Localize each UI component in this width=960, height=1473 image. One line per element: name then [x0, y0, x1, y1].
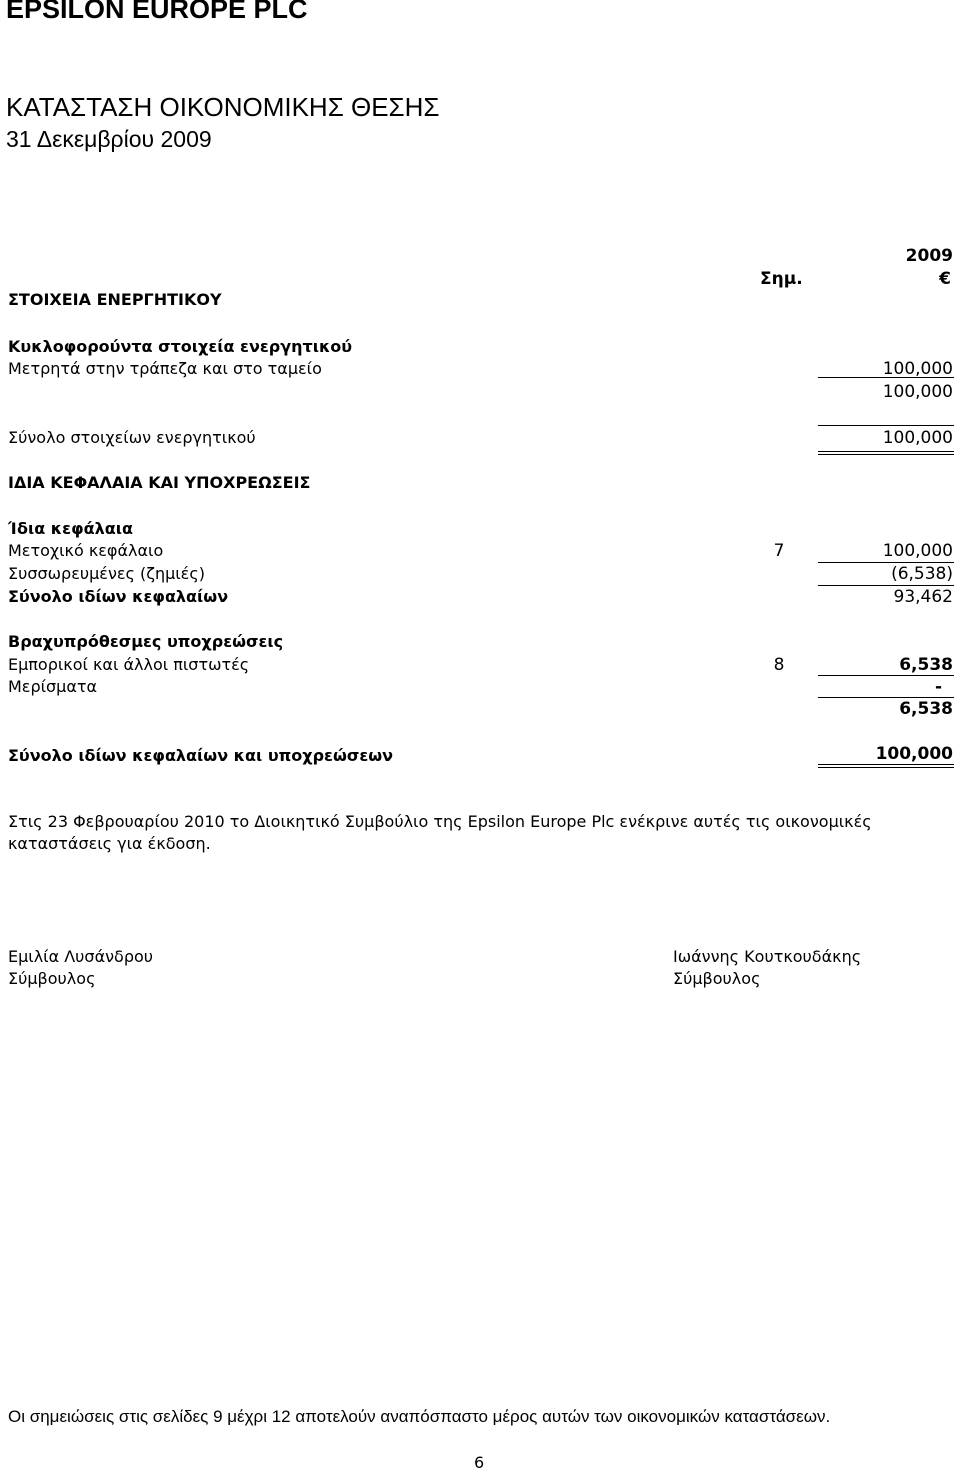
year-column-header: 2009	[905, 246, 953, 266]
losses-rule	[818, 562, 954, 563]
share-capital-label: Μετοχικό κεφάλαιο	[8, 541, 164, 560]
note-column-header: Σημ.	[760, 269, 803, 289]
current-liabilities-heading: Βραχυπρόθεσμες υποχρεώσεις	[8, 632, 284, 651]
cash-value: 100,000	[882, 359, 953, 379]
statement-title: ΚΑΤΑΣΤΑΣΗ ΟΙΚΟΝΟΜΙΚΗΣ ΘΕΣΗΣ	[6, 92, 440, 122]
dividends-label: Μερίσματα	[8, 677, 98, 696]
liabilities-subtotal-rule	[818, 697, 954, 698]
total-double-rule-1	[818, 451, 954, 452]
current-assets-subtotal: 100,000	[882, 382, 953, 402]
footer-note: Οι σημειώσεις στις σελίδες 9 μέχρι 12 αποτελούν αναπόσπαστο μέρος αυτών των οικονομικών καταστάσεων.	[8, 1407, 831, 1426]
payables-value: 6,538	[899, 655, 953, 675]
signatory-2	[673, 946, 861, 990]
accumulated-losses-label: Συσσωρευμένες (ζημιές)	[8, 564, 205, 583]
approval-paragraph: Στις 23 Φεβρουαρίου 2010 το Διοικητικό Συμβούλιο της Epsilon Europe Plc ενέκρινε αυτές τις οικονομικές καταστάσεις για έκδοση.	[8, 812, 872, 853]
grand-total-value: 100,000	[875, 744, 953, 764]
share-capital-value: 100,000	[882, 541, 953, 561]
total-double-rule-2	[818, 454, 954, 455]
assets-heading: ΣΤΟΙΧΕΙΑ ΕΝΕΡΓΗΤΙΚΟΥ	[8, 290, 222, 309]
equity-heading: Ίδια κεφάλαια	[8, 519, 133, 538]
equity-total-label: Σύνολο ιδίων κεφαλαίων	[8, 587, 229, 606]
signatory-2-role: Σύμβουλος	[673, 969, 761, 988]
equity-liabilities-heading: ΙΔΙΑ ΚΕΦΑΛΑΙΑ ΚΑΙ ΥΠΟΧΡΕΩΣΕΙΣ	[8, 473, 311, 492]
liabilities-subtotal: 6,538	[899, 699, 953, 719]
share-capital-note: 7	[773, 541, 785, 561]
total-assets-label: Σύνολο στοιχείων ενεργητικού	[8, 428, 256, 447]
grand-total-label: Σύνολο ιδίων κεφαλαίων και υποχρεώσεων	[8, 746, 394, 765]
current-assets-heading: Κυκλοφορούντα στοιχεία ενεργητικού	[8, 337, 353, 356]
payables-label: Εμπορικοί και άλλοι πιστωτές	[8, 655, 250, 674]
signatory-2-name: Ιωάννης Κουτκουδάκης	[673, 947, 862, 966]
accumulated-losses-value: (6,538)	[891, 564, 953, 584]
grand-total-double-rule-1	[818, 764, 954, 765]
signatory-1	[8, 946, 153, 990]
grand-total-double-rule-2	[818, 767, 954, 768]
dividends-rule	[818, 675, 954, 676]
signatory-1-role: Σύμβουλος	[8, 969, 96, 988]
page-number: 6	[474, 1453, 485, 1472]
cash-label: Μετρητά στην τράπεζα και στο ταμείο	[8, 359, 322, 378]
total-assets-value: 100,000	[882, 428, 953, 448]
signatory-1-name: Εμιλία Λυσάνδρου	[8, 947, 154, 966]
statement-date: 31 Δεκεμβρίου 2009	[6, 126, 212, 152]
currency-column-header: €	[939, 269, 951, 289]
payables-note: 8	[773, 655, 785, 675]
equity-total-value: 93,462	[893, 587, 953, 607]
dividends-value: -	[934, 677, 942, 697]
total-rule	[818, 425, 954, 426]
equity-total-rule	[818, 585, 954, 586]
company-name: EPSILON EUROPE PLC	[6, 0, 308, 24]
